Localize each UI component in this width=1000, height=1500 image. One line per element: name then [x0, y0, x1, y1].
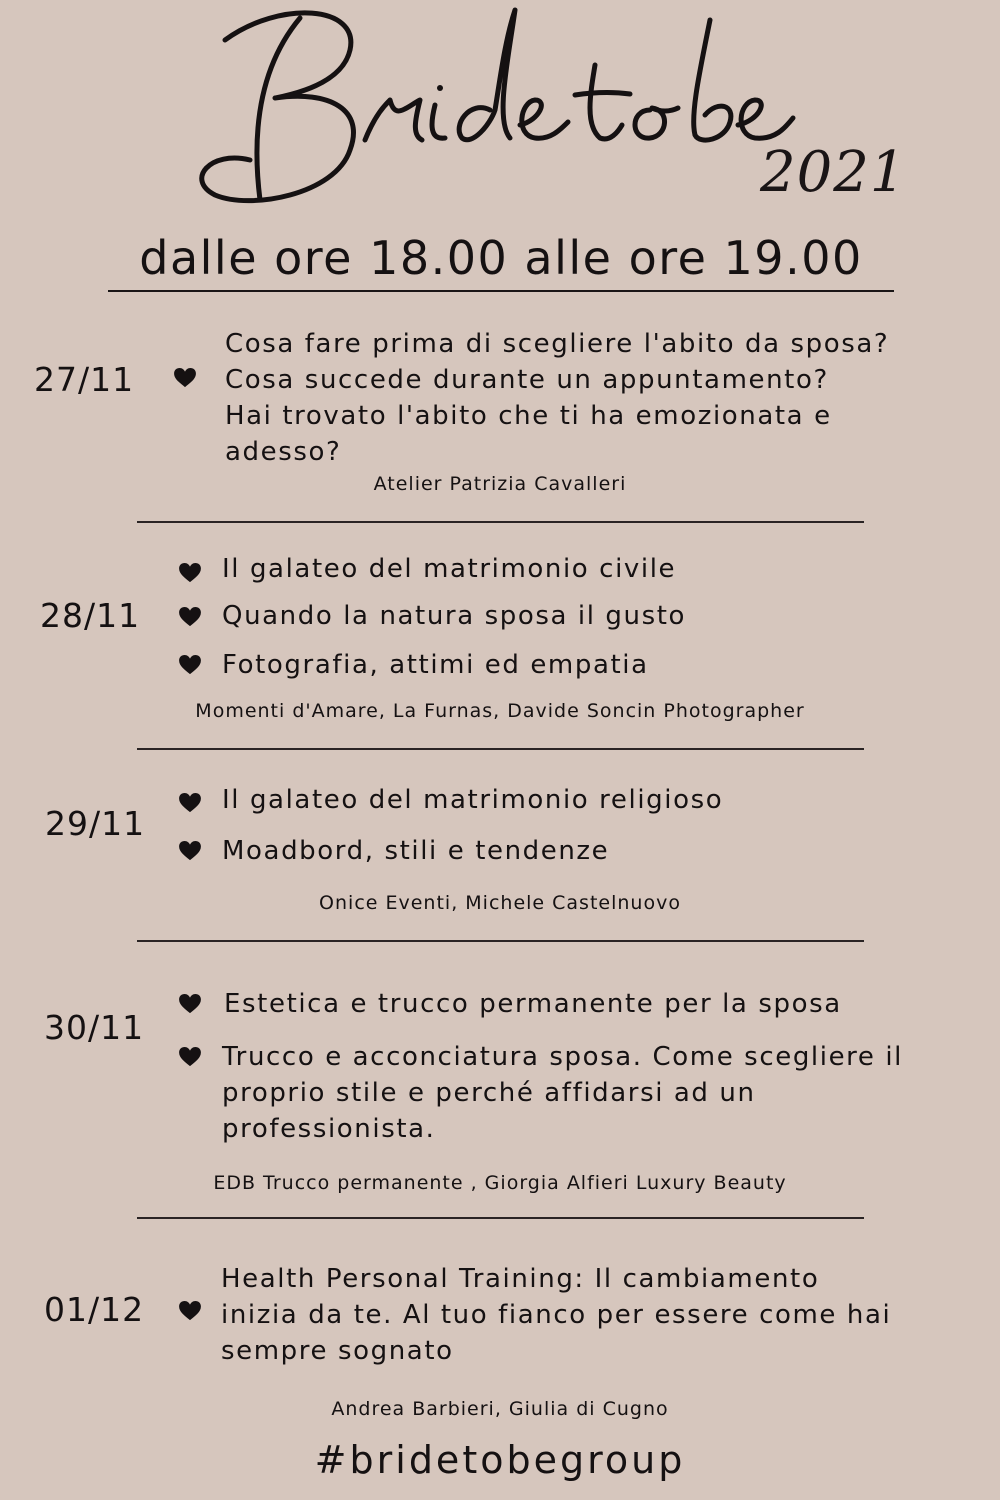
session-topic: Il galateo del matrimonio religioso — [222, 785, 724, 815]
heart-icon — [174, 368, 196, 388]
divider — [137, 1217, 864, 1219]
session-topic: Hai trovato l'abito che ti ha emozionata e — [225, 401, 832, 431]
session-credit: EDB Trucco permanente , Giorgia Alfieri Luxury Beauty — [213, 1172, 787, 1194]
session-topic: Trucco e acconciatura sposa. Come scegliere il — [222, 1042, 903, 1072]
session-topic: Fotografia, attimi ed empatia — [222, 650, 649, 680]
session-credit: Andrea Barbieri, Giulia di Cugno — [331, 1398, 669, 1420]
session-topic: Cosa fare prima di scegliere l'abito da sposa? — [225, 329, 890, 359]
hours-heading: dalle ore 18.00 alle ore 19.00 — [108, 228, 894, 292]
session-date: 29/11 — [45, 804, 146, 843]
heart-icon — [179, 607, 201, 627]
session-topic: inizia da te. Al tuo fianco per essere come hai — [221, 1300, 892, 1330]
session-topic: Cosa succede durante un appuntamento? — [225, 365, 829, 395]
session-topic: professionista. — [222, 1114, 436, 1144]
session-topic: Health Personal Training: Il cambiamento — [221, 1264, 820, 1294]
script-title-logo — [190, 0, 830, 220]
session-topic: proprio stile e perché affidarsi ad un — [222, 1078, 756, 1108]
session-credit: Onice Eventi, Michele Castelnuovo — [319, 892, 681, 914]
heart-icon — [179, 563, 201, 583]
session-date: 28/11 — [40, 596, 141, 635]
session-topic: Moadbord, stili e tendenze — [222, 836, 610, 866]
session-topic: sempre sognato — [221, 1336, 454, 1366]
session-credit: Momenti d'Amare, La Furnas, Davide Soncin Photographer — [195, 700, 805, 722]
session-credit: Atelier Patrizia Cavalleri — [373, 473, 627, 495]
session-date: 27/11 — [34, 360, 135, 399]
divider — [137, 748, 864, 750]
heart-icon — [179, 1047, 201, 1067]
session-date: 01/12 — [44, 1290, 145, 1329]
session-topic: adesso? — [225, 437, 342, 467]
divider — [137, 521, 864, 523]
heart-icon — [179, 841, 201, 861]
session-date: 30/11 — [44, 1008, 145, 1047]
heart-icon — [179, 655, 201, 675]
hashtag: #bridetobegroup — [314, 1438, 686, 1482]
heart-icon — [179, 1301, 201, 1321]
heart-icon — [179, 793, 201, 813]
divider — [137, 940, 864, 942]
session-topic: Quando la natura sposa il gusto — [222, 601, 687, 631]
heart-icon — [179, 994, 201, 1014]
year-label: 2021 — [760, 140, 907, 205]
session-topic: Il galateo del matrimonio civile — [222, 554, 677, 584]
session-topic: Estetica e trucco permanente per la sposa — [224, 989, 842, 1019]
